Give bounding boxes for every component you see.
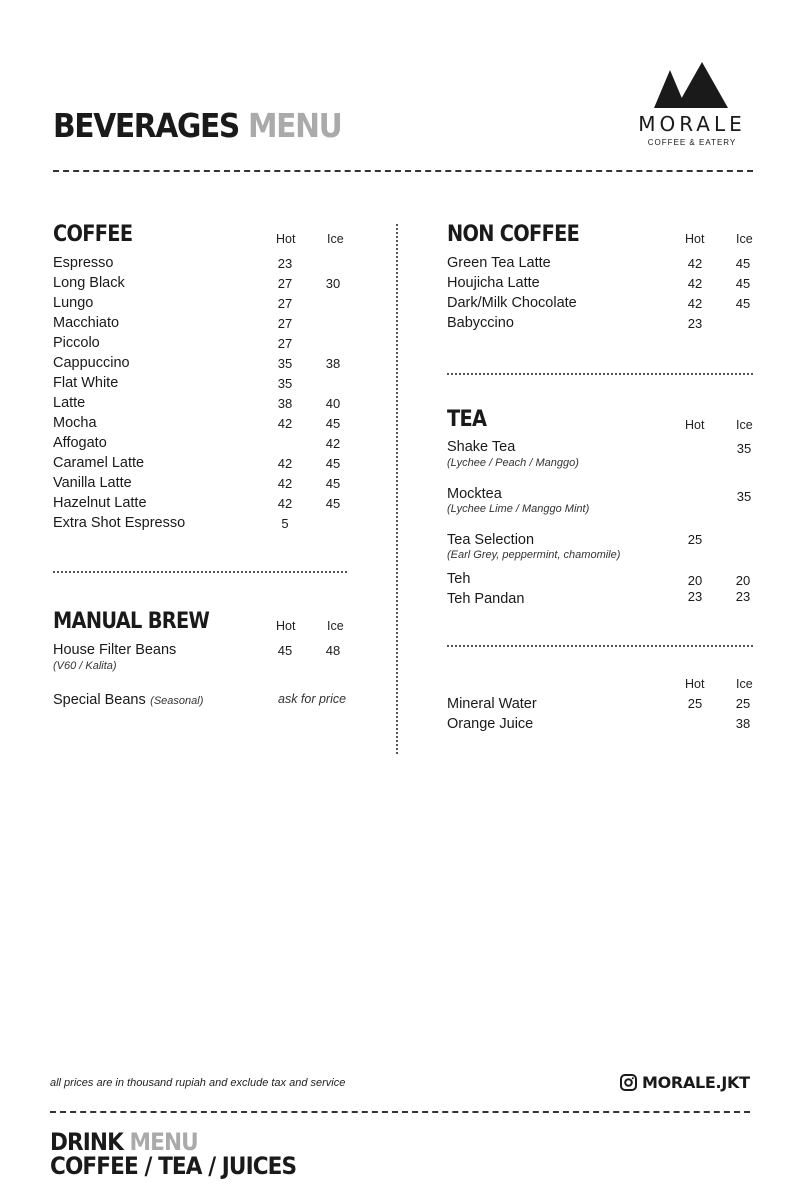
menu-item-name: Lungo	[53, 295, 94, 311]
teh-pandan-hot: 23	[687, 589, 703, 604]
menu-item-hot-price: 5	[281, 516, 289, 531]
price-disclaimer: all prices are in thousand rupiah and exclude tax and service	[50, 1077, 346, 1089]
menu-item-ice-price: 30	[325, 276, 341, 291]
menu-item-ice-price: 42	[325, 436, 341, 451]
menu-item-hot-price: 42	[277, 476, 293, 491]
footer-divider	[50, 1111, 750, 1113]
tea-hot-header: Hot	[685, 418, 705, 432]
column-divider	[396, 224, 398, 754]
menu-item-name: Vanilla Latte	[53, 475, 132, 491]
menu-item-ice-price: 38	[325, 356, 341, 371]
logo-wordmark: MORALE	[638, 112, 746, 136]
menu-item-hot-price: 42	[277, 496, 293, 511]
menu-item-name: Hazelnut Latte	[53, 495, 147, 511]
menu-item-hot-price: 35	[277, 356, 293, 371]
teh-ice: 20	[735, 573, 751, 588]
others-hot-header: Hot	[685, 677, 705, 691]
orange-juice-name: Orange Juice	[447, 716, 534, 732]
coffee-hot-header: Hot	[276, 232, 296, 246]
drink-label: DRINK	[50, 1128, 123, 1156]
menu-item-name: Houjicha Latte	[447, 275, 540, 291]
menu-item-hot-price: 42	[687, 276, 703, 291]
mountain-logo-icon	[654, 62, 728, 108]
shake-tea-name: Shake Tea	[447, 439, 516, 455]
house-filter-beans-name: House Filter Beans	[53, 642, 177, 658]
manual-brew-hot-header: Hot	[276, 619, 296, 633]
menu-item-name: Piccolo	[53, 335, 100, 351]
menu-item-ice-price: 45	[325, 496, 341, 511]
menu-item-name: Flat White	[53, 375, 119, 391]
menu-item-ice-price: 45	[325, 416, 341, 431]
teh-hot: 20	[687, 573, 703, 588]
menu-item-name: Green Tea Latte	[447, 255, 551, 271]
menu-item-hot-price: 38	[277, 396, 293, 411]
shake-tea-ice: 35	[736, 441, 752, 456]
coffee-section-title: COFFEE	[53, 222, 133, 247]
tea-selection-hot: 25	[687, 532, 703, 547]
menu-item-hot-price: 42	[687, 296, 703, 311]
teh-pandan-ice: 23	[735, 589, 751, 604]
morale-logo	[626, 62, 758, 152]
menu-item-ice-price: 45	[735, 296, 751, 311]
mineral-water-name: Mineral Water	[447, 696, 537, 712]
menu-item-ice-price: 45	[735, 256, 751, 271]
menu-item-name: Extra Shot Espresso	[53, 515, 186, 531]
menu-item-hot-price: 27	[277, 276, 293, 291]
menu-item-name: Caramel Latte	[53, 455, 145, 471]
mineral-water-hot: 25	[687, 696, 703, 711]
non-coffee-ice-header: Ice	[736, 232, 753, 246]
tea-selection-note: (Earl Grey, peppermint, chamomile)	[447, 549, 621, 561]
tea-selection-name: Tea Selection	[447, 532, 535, 548]
menu-item-hot-price: 42	[277, 416, 293, 431]
tea-ice-header: Ice	[736, 418, 753, 432]
mocktea-ice: 35	[736, 489, 752, 504]
menu-item-hot-price: 27	[277, 296, 293, 311]
menu-item-name: Cappuccino	[53, 355, 130, 371]
menu-item-name: Espresso	[53, 255, 114, 271]
menu-item-hot-price: 27	[277, 316, 293, 331]
menu-item-name: Long Black	[53, 275, 125, 291]
drink-menu-subtitle: COFFEE / TEA / JUICES	[50, 1152, 297, 1180]
instagram-icon	[620, 1074, 637, 1091]
menu-item-ice-price: 45	[325, 456, 341, 471]
manual-brew-ice-header: Ice	[327, 619, 344, 633]
menu-item-hot-price: 23	[687, 316, 703, 331]
menu-item-ice-price: 40	[325, 396, 341, 411]
menu-item-hot-price: 23	[277, 256, 293, 271]
menu-item-name: Babyccino	[447, 315, 514, 331]
special-beans-name: Special Beans	[53, 692, 146, 708]
mocktea-name: Mocktea	[447, 486, 502, 502]
menu-label: MENU	[129, 1128, 198, 1156]
tea-section-title: TEA	[447, 407, 487, 432]
menu-item-name: Latte	[53, 395, 86, 411]
instagram-handle-text: MORALE.JKT	[642, 1073, 750, 1092]
orange-juice-ice: 38	[735, 716, 751, 731]
house-filter-beans-ice: 48	[325, 643, 341, 658]
coffee-divider	[53, 571, 347, 573]
instagram-handle[interactable]	[620, 1073, 750, 1092]
menu-item-name: Mocha	[53, 415, 97, 431]
non-coffee-hot-header: Hot	[685, 232, 705, 246]
header-divider	[53, 170, 753, 172]
logo-subtitle: COFFEE & EATERY	[647, 138, 737, 147]
menu-item-name: Macchiato	[53, 315, 120, 331]
title-menu: MENU	[247, 106, 342, 145]
house-filter-beans-hot: 45	[277, 643, 293, 658]
title-beverages: BEVERAGES	[53, 106, 239, 145]
teh-name: Teh	[447, 571, 471, 587]
menu-item-hot-price: 35	[277, 376, 293, 391]
menu-item-name: Affogato	[53, 435, 107, 451]
menu-item-hot-price: 42	[687, 256, 703, 271]
menu-item-ice-price: 45	[325, 476, 341, 491]
special-beans-row	[53, 691, 203, 709]
non-coffee-section-title: NON COFFEE	[447, 222, 580, 247]
special-beans-price: ask for price	[278, 692, 347, 706]
menu-item-hot-price: 27	[277, 336, 293, 351]
non-coffee-divider	[447, 373, 753, 375]
manual-brew-section-title: MANUAL BREW	[53, 609, 210, 634]
others-ice-header: Ice	[736, 677, 753, 691]
menu-item-hot-price: 42	[277, 456, 293, 471]
mocktea-note: (Lychee Lime / Manggo Mint)	[447, 503, 590, 515]
coffee-ice-header: Ice	[327, 232, 344, 246]
house-filter-beans-note: (V60 / Kalita)	[53, 660, 117, 672]
shake-tea-note: (Lychee / Peach / Manggo)	[447, 457, 579, 469]
tea-divider	[447, 645, 753, 647]
special-beans-note: (Seasonal)	[150, 695, 204, 707]
page-title	[53, 106, 341, 145]
mineral-water-ice: 25	[735, 696, 751, 711]
menu-item-ice-price: 45	[735, 276, 751, 291]
menu-item-name: Dark/Milk Chocolate	[447, 295, 577, 311]
teh-pandan-name: Teh Pandan	[447, 591, 525, 607]
